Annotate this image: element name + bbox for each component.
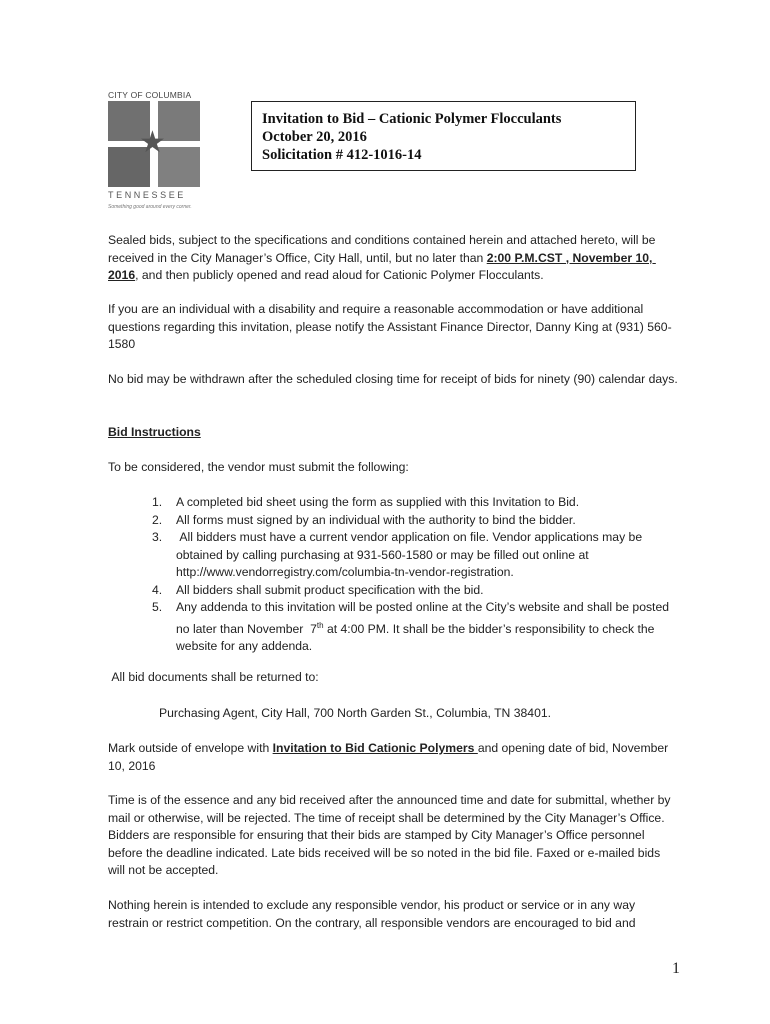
intro-paragraph <box>108 232 678 285</box>
time-essence-paragraph: Time is of the essence and any bid received after the announced time and date for submittal, whether by mail or otherwise, will be rejected. The time of receipt shall be determined by the City Manager’s Office. Bidders are responsible for ensuring that their bids are stamped by City Manager’s Office personnel before the deadline indicated. Late bids received will be so noted in the bid file. Faxed or e-mailed bids will not be accepted. <box>108 793 671 877</box>
list-item <box>152 599 682 656</box>
list-item-text: Any addenda to this invitation will be posted online at the City’s website and shall be posted no later than November 7th at 4:00 PM. It shall be the bidder’s responsibility to check the website for any addenda. <box>176 600 673 654</box>
title-line-1: Invitation to Bid – Cationic Polymer Flocculants <box>262 111 562 127</box>
list-item-text: A completed bid sheet using the form as supplied with this Invitation to Bid. <box>176 495 580 509</box>
star-icon: ★ <box>139 126 166 159</box>
list-item-text: All bidders must have a current vendor application on file. Vendor applications may be obtained by calling purchasing at 931-560-1580 or may be filled out online at http://www.vendorregistry.com/columbia-tn-vendor-registration. <box>176 530 646 579</box>
intro-text-2: , and then publicly opened and read aloud for Cationic Polymer Flocculants. <box>135 268 544 282</box>
list-item <box>152 512 682 530</box>
title-box <box>251 101 636 171</box>
bid-deadline: 2:00 P.M.CST , November 10, 2016 <box>108 250 656 282</box>
list-item-number: 2. <box>152 512 163 527</box>
logo-tagline: Something good around every corner. <box>108 204 192 210</box>
envelope-marking: Invitation to Bid Cationic Polymers <box>272 741 478 755</box>
purchasing-address: Purchasing Agent, City Hall, 700 North Garden St., Columbia, TN 38401. <box>159 706 552 720</box>
nothing-herein-paragraph: Nothing herein is intended to exclude any responsible vendor, his product or service or in any way restrain or restrict competition. On the contrary, all responsible vendors are encouraged to bid and <box>108 898 636 930</box>
list-item-number: 4. <box>152 582 163 597</box>
logo-state-name: TENNESSEE <box>108 190 186 200</box>
logo-image-grid <box>108 101 200 187</box>
list-item <box>152 529 682 582</box>
envelope-paragraph: Mark outside of envelope with Invitation to Bid Cationic Polymers and opening date of bid, November 10, 2016 <box>108 741 672 773</box>
withdrawal-paragraph: No bid may be withdrawn after the scheduled closing time for receipt of bids for ninety (90) calendar days. <box>108 372 678 386</box>
title-date: October 20, 2016 <box>262 129 367 145</box>
list-item-number: 1. <box>152 495 163 509</box>
return-to-line: All bid documents shall be returned to: <box>108 670 319 684</box>
list-item-text: All forms must signed by an individual with the authority to bind the bidder. <box>176 512 576 527</box>
page-number: 1 <box>672 960 680 977</box>
ordinal-suffix: th <box>316 620 324 630</box>
logo-city-name: CITY OF COLUMBIA <box>108 90 192 100</box>
list-item <box>152 582 682 600</box>
instructions-lead: To be considered, the vendor must submit the following: <box>108 460 409 474</box>
title-solicitation: Solicitation # 412-1016-14 <box>262 147 422 163</box>
bid-instructions-heading: Bid Instructions <box>108 425 201 439</box>
list-item-text: All bidders shall submit product specification with the bid. <box>176 582 484 597</box>
list-item <box>152 494 682 512</box>
intro-text-1: Sealed bids, subject to the specifications and conditions contained herein and attached hereto, will be received in the City Manager’s Office, City Hall, until, but no later than <box>108 233 659 265</box>
city-logo <box>108 90 208 218</box>
instructions-list <box>152 494 682 656</box>
list-item-number: 5. <box>152 600 163 614</box>
list-item-number: 3. <box>152 530 163 544</box>
accommodation-paragraph: If you are an individual with a disability and require a reasonable accommodation or have additional questions regarding this invitation, please notify the Assistant Finance Director, Danny King at (931) 560-1580 <box>108 302 672 351</box>
